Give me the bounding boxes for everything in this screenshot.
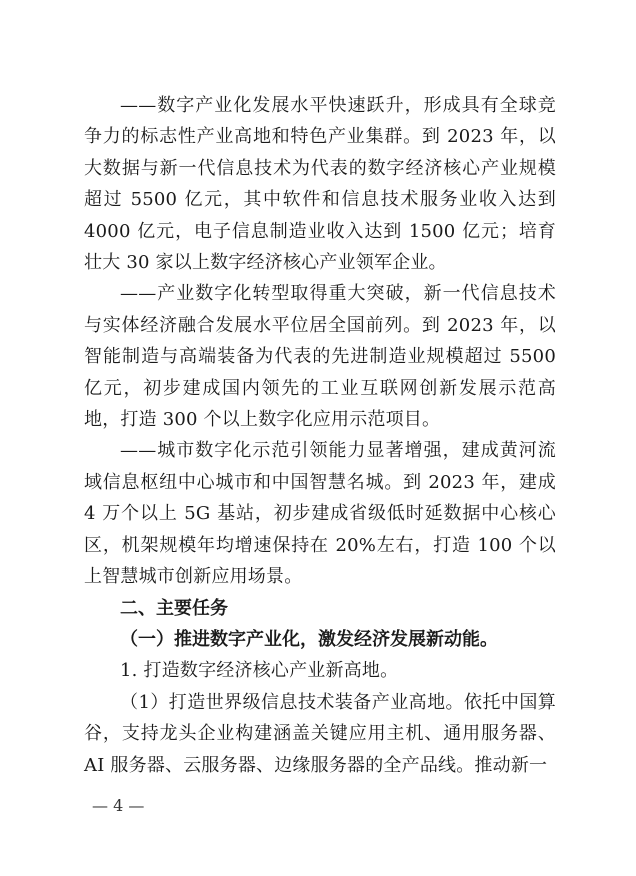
paragraph-industrial-digitalization: ——产业数字化转型取得重大突破，新一代信息技术与实体经济融合发展水平位居全国前列。到 2023 年，以智能制造与高端装备为代表的先进制造业规模超过 5500 亿元，初步建成国内领先的工业互联网创新发展示范高地，打造 300 个以上数字化应用示范项目。 <box>84 283 556 431</box>
paragraph-city-digitalization: ——城市数字化示范引领能力显著增强，建成黄河流域信息枢纽中心城市和中国智慧名城。到 2023 年，建成 4 万个以上 5G 基站，初步建成省级低时延数据中心核心区，机架规模年均增速保持在 20%左右，打造 100 个以上智慧城市创新应用场景。 <box>84 440 556 588</box>
paragraph-it-equipment: （1）打造世界级信息技术装备产业高地。依托中国算谷，支持龙头企业构建涵盖关键应用主机、通用服务器、AI 服务器、云服务器、边缘服务器的全产品线。推动新一 <box>84 691 556 776</box>
document-body <box>84 90 556 781</box>
section-heading: 二、主要任务 <box>120 597 228 619</box>
item-heading: 1. 打造数字经济核心产业新高地。 <box>120 660 399 682</box>
page-number: — 4 — <box>92 796 145 815</box>
sub-heading: （一）推进数字产业化，激发经济发展新动能。 <box>120 628 498 650</box>
paragraph-digital-industrialization: ——数字产业化发展水平快速跃升，形成具有全球竞争力的标志性产业高地和特色产业集群。到 2023 年，以大数据与新一代信息技术为代表的数字经济核心产业规模超过 5500 亿元，其中软件和信息技术服务业收入达到 4000 亿元，电子信息制造业收入达到 1500 亿元；培育壮大 30 家以上数字经济核心产业领军企业。 <box>84 95 556 274</box>
